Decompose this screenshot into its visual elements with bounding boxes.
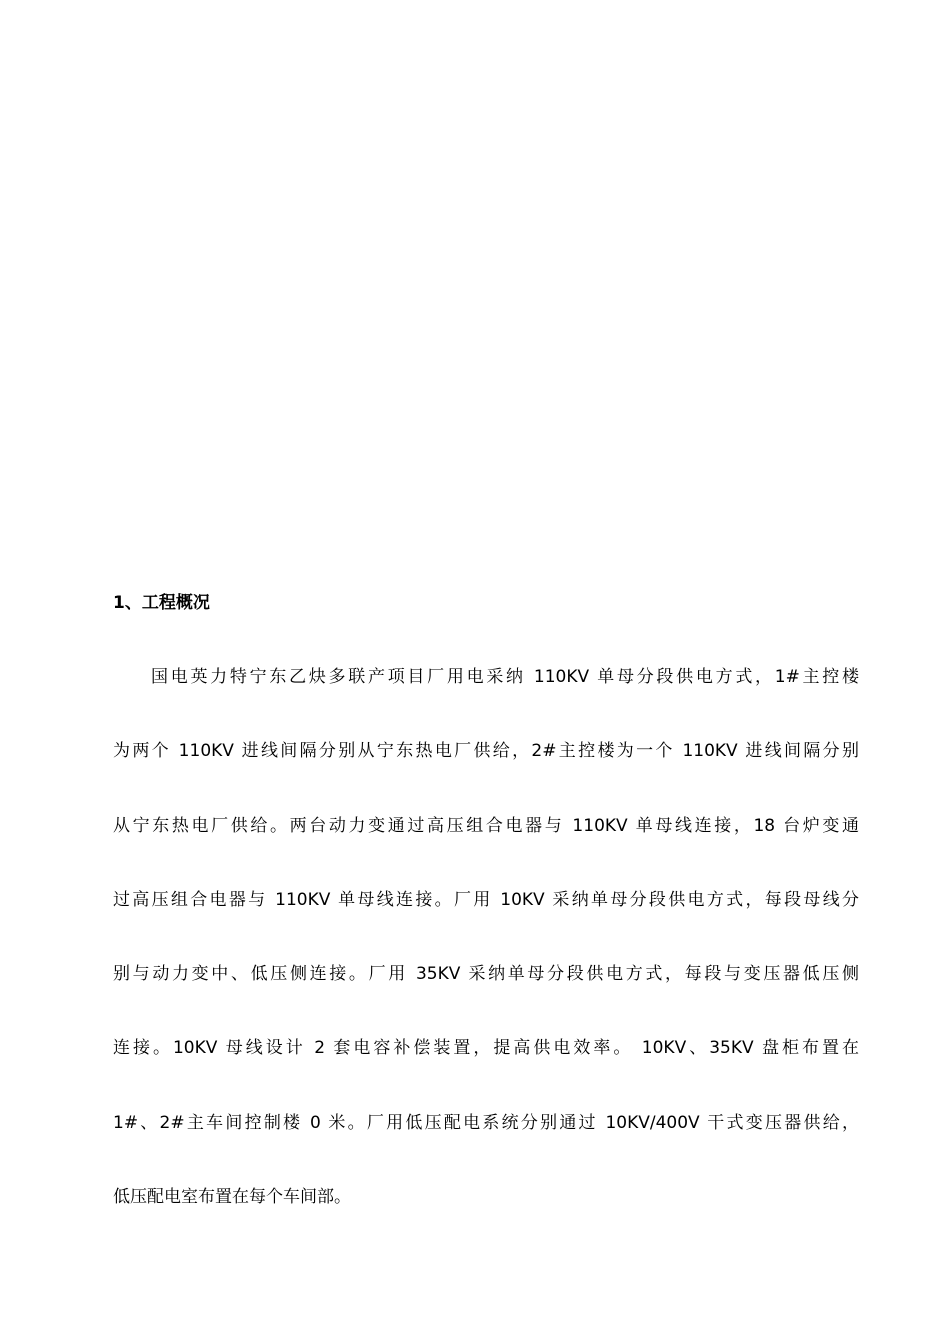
paragraph-line: 为两个 110KV 进线间隔分别从宁东热电厂供给，2#主控楼为一个 110KV 进线间隔分别	[113, 741, 859, 762]
paragraph-line: 国电英力特宁东乙炔多联产项目厂用电采纳 110KV 单母分段供电方式，1#主控楼	[151, 667, 859, 687]
paragraph-line: 低压配电室布置在每个车间部。	[113, 1187, 351, 1208]
section-heading: 1、工程概况	[113, 593, 210, 613]
paragraph-line: 1#、2#主车间控制楼 0 米。厂用低压配电系统分别通过 10KV/400V 干式变压器供给，	[113, 1112, 859, 1133]
paragraph-line: 从宁东热电厂供给。两台动力变通过高压组合电器与 110KV 单母线连接，18 台炉变通	[113, 815, 859, 836]
body-paragraph	[113, 640, 859, 1234]
paragraph-line: 连接。10KV 母线设计 2 套电容补偿装置，提高供电效率。 10KV、35KV 盘柜布置在	[113, 1038, 859, 1059]
paragraph-line: 过高压组合电器与 110KV 单母线连接。厂用 10KV 采纳单母分段供电方式，每段母线分	[113, 889, 859, 910]
paragraph-line: 别与动力变中、低压侧连接。厂用 35KV 采纳单母分段供电方式，每段与变压器低压侧	[113, 964, 859, 985]
